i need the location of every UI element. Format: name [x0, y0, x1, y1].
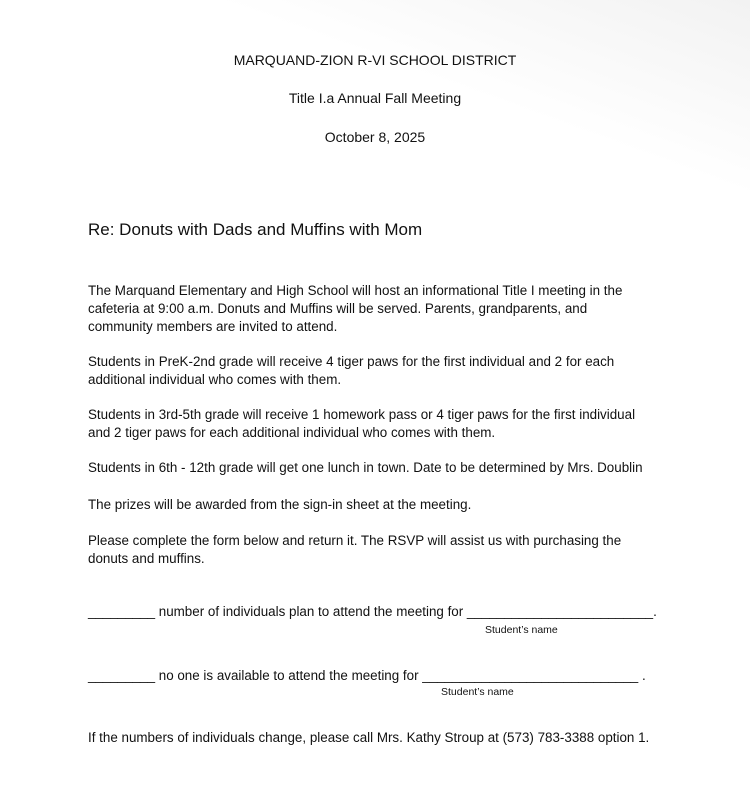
- form-attend-text: _________ number of individuals plan to attend the meeting for _________________________.: [88, 604, 657, 619]
- text-line: and 2 tiger paws for each additional individual who comes with them.: [88, 425, 496, 440]
- text-line: additional individual who comes with them.: [88, 372, 342, 387]
- meeting-date: October 8, 2025: [324, 129, 426, 145]
- student-name-label-1: Student’s name: [485, 624, 558, 636]
- paragraph-3rd-5th: [88, 406, 635, 442]
- student-name-label-2: Student’s name: [441, 686, 514, 698]
- text-line: Students in 6th - 12th grade will get one lunch in town. Date to be determined by Mrs. Doublin: [88, 460, 643, 475]
- text-line: Please complete the form below and return it. The RSVP will assist us with purchasing the: [88, 533, 622, 548]
- paragraph-prizes: [88, 496, 471, 514]
- text-line: community members are invited to attend.: [88, 319, 338, 334]
- form-unavailable-text: _________ no one is available to attend the meeting for _____________________________ .: [88, 668, 646, 683]
- district-name: MARQUAND-ZION R-VI SCHOOL DISTRICT: [233, 52, 517, 68]
- form-unavailable-line[interactable]: [88, 667, 646, 685]
- meeting-title: Title I.a Annual Fall Meeting: [288, 90, 462, 106]
- footer-text: If the numbers of individuals change, please call Mrs. Kathy Stroup at (573) 783-3388 option 1.: [88, 730, 650, 745]
- paragraph-prek: [88, 353, 614, 389]
- text-line: Students in PreK-2nd grade will receive 4 tiger paws for the first individual and 2 for each: [88, 354, 615, 369]
- paragraph-rsvp: [88, 532, 621, 568]
- paragraph-intro: [88, 282, 622, 336]
- contact-footer: [88, 729, 649, 747]
- text-line: The Marquand Elementary and High School will host an informational Title I meeting in the: [88, 283, 623, 298]
- paragraph-6th-12th: [88, 459, 643, 477]
- text-line: Students in 3rd-5th grade will receive 1 homework pass or 4 tiger paws for the first individual: [88, 407, 636, 422]
- subject-line: Re: Donuts with Dads and Muffins with Mom: [88, 220, 423, 239]
- form-attend-line[interactable]: [88, 603, 657, 621]
- text-line: The prizes will be awarded from the sign-in sheet at the meeting.: [88, 497, 472, 512]
- text-line: donuts and muffins.: [88, 551, 205, 566]
- text-line: cafeteria at 9:00 a.m. Donuts and Muffins will be served. Parents, grandparents, and: [88, 301, 588, 316]
